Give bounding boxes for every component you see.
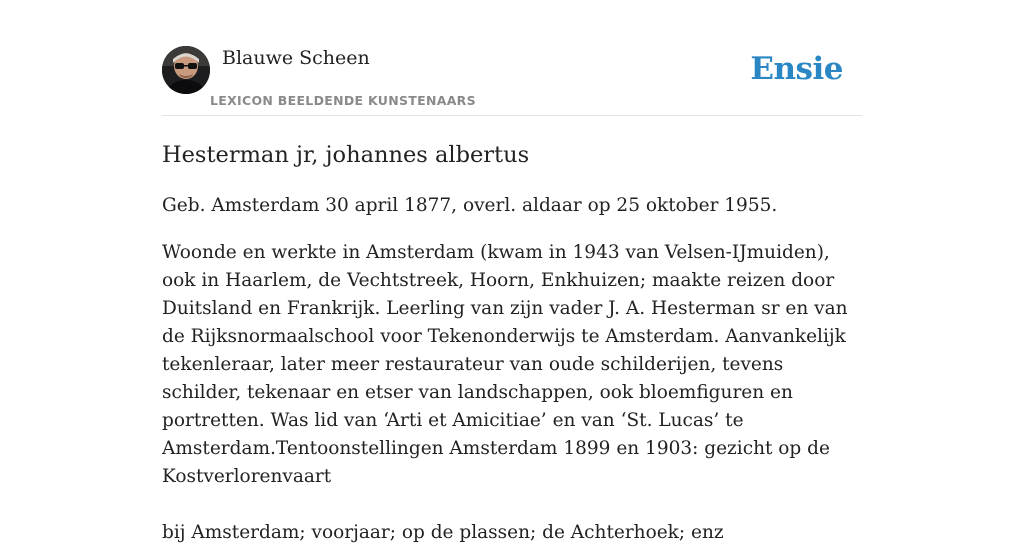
article-title: Hesterman jr, johannes albertus (162, 142, 530, 168)
header-divider (162, 115, 862, 116)
paragraph-birth: Geb. Amsterdam 30 april 1877, overl. aldaar op 25 oktober 1955. (162, 195, 778, 216)
article-body (162, 192, 867, 547)
author-name[interactable]: Blauwe Scheen (222, 47, 370, 69)
category-label[interactable]: LEXICON BEELDENDE KUNSTENAARS (210, 93, 476, 108)
paragraph-continuation: bij Amsterdam; voorjaar; op de plassen; de Achterhoek; enz (162, 522, 724, 543)
brand-logo[interactable]: Ensie (750, 51, 843, 87)
author-avatar[interactable] (162, 46, 210, 94)
avatar-photo-icon (162, 46, 210, 94)
site-header (162, 46, 862, 116)
paragraph-biography: Woonde en werkte in Amsterdam (kwam in 1943 van Velsen-IJmuiden), ook in Haarlem, de Vechtstreek, Hoorn, Enkhuizen; maakte reizen door Duitsland en Frankrijk. Leerling van zijn vader J. A. Hesterman sr en van de Rijksnormaalschool voor Tekenonderwijs te Amsterdam. Aanvankelijk tekenleraar, later meer restaurateur van oude schilderijen, tevens schilder, tekenaar en etser van landschappen, ook bloemfiguren en portretten. Was lid van ‘Arti et Amicitiae’ en van ‘St. Lucas’ te Amsterdam.Tentoonstellingen Amsterdam 1899 en 1903: gezicht op de Kostverlorenvaart (162, 242, 848, 487)
